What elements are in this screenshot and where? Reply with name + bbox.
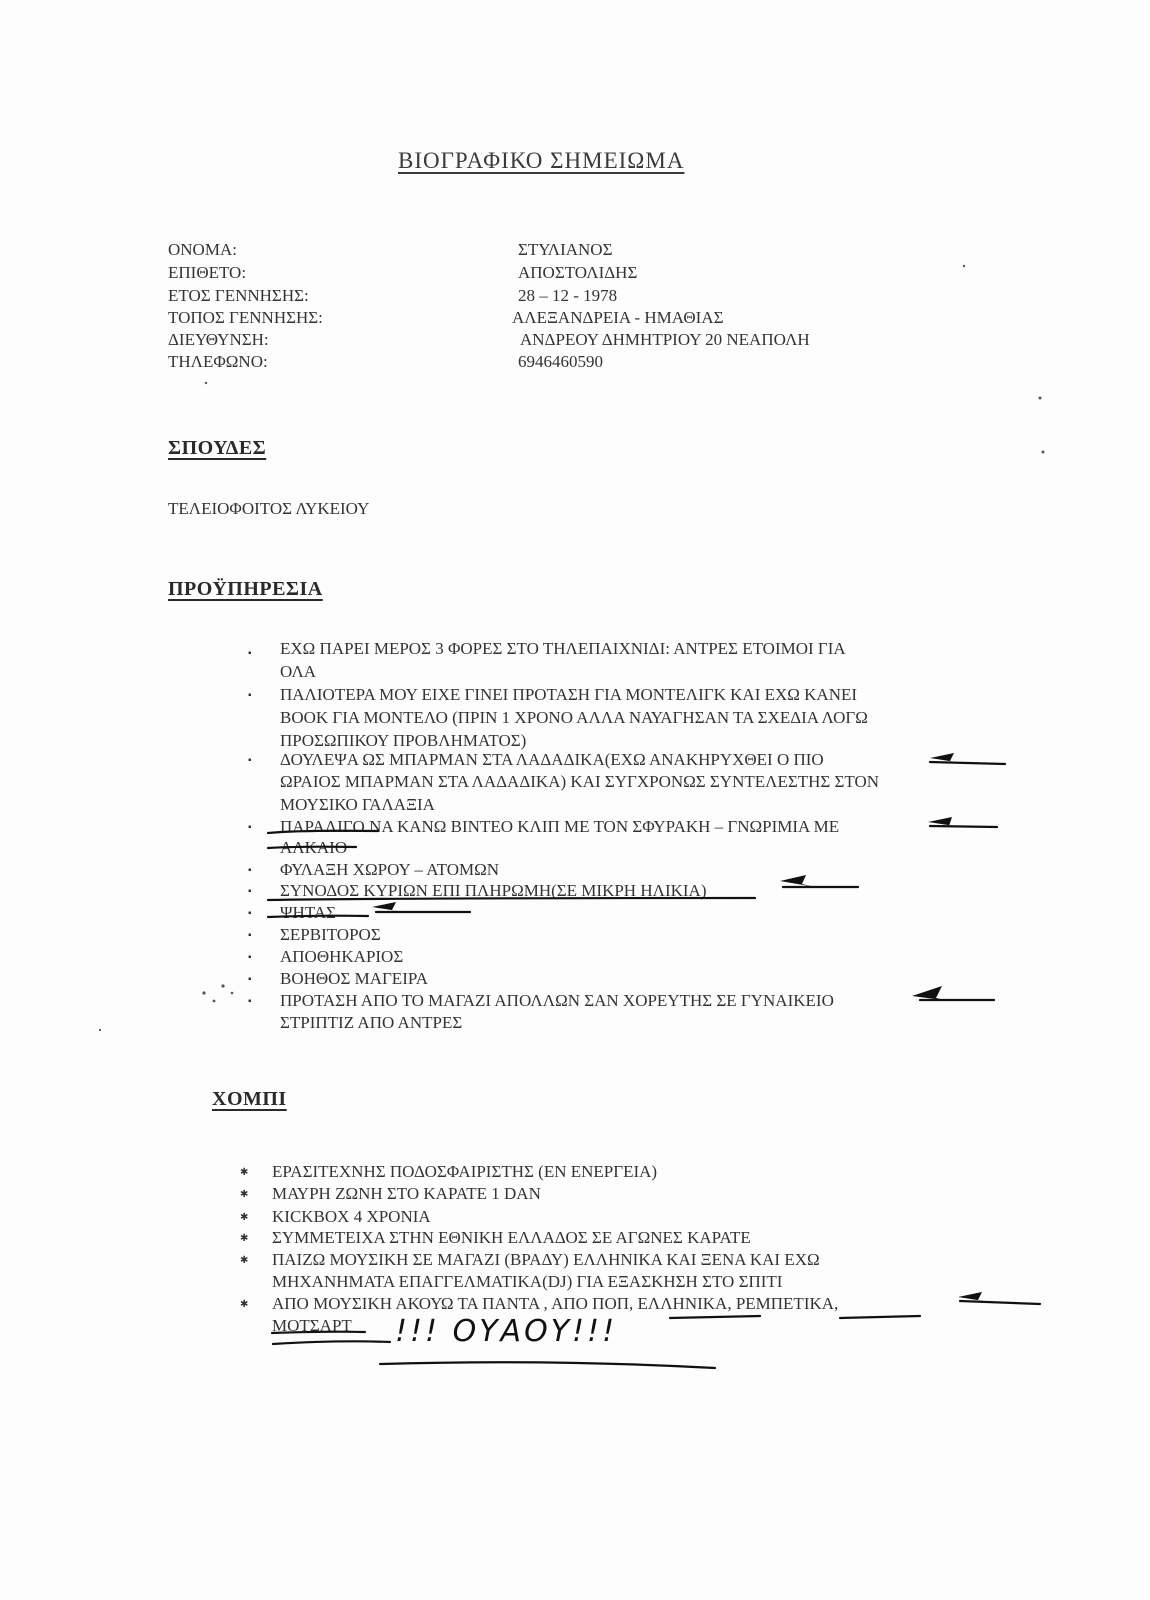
info-value: ΑΝΔΡΕΟΥ ΔΗΜΗΤΡΙΟΥ 20 ΝΕΑΠΟΛΗ xyxy=(520,330,810,349)
hobby-item-line: KICKBOX 4 ΧΡΟΝΙΑ xyxy=(272,1207,431,1226)
bullet-icon: ▪ xyxy=(248,648,252,659)
bullet-icon: ✱ xyxy=(240,1255,249,1266)
info-value: ΣΤΥΛΙΑΝΟΣ xyxy=(518,240,613,259)
experience-item-line: ΟΛΑ xyxy=(280,662,317,681)
experience-item-line: BOOK ΓΙΑ ΜΟΝΤΕΛΟ (ΠΡΙΝ 1 ΧΡΟΝΟ ΑΛΛΑ ΝΑΥΑΓΗΣΑΝ ΤΑ ΣΧΕΔΙΑ ΛΟΓΩ xyxy=(280,708,868,727)
studies-heading: ΣΠΟΥΔΕΣ xyxy=(168,437,267,459)
bullet-icon: ▪ xyxy=(248,952,252,963)
experience-heading: ΠΡΟΫΠΗΡΕΣΙΑ xyxy=(168,578,323,600)
bullet-icon: ✱ xyxy=(240,1212,249,1223)
hobby-item-line: ΕΡΑΣΙΤΕΧΝΗΣ ΠΟΔΟΣΦΑΙΡΙΣΤΗΣ (ΕΝ ΕΝΕΡΓΕΙΑ) xyxy=(272,1162,658,1181)
experience-item-line: ΑΛΚΑΙΟ xyxy=(280,838,348,857)
hobby-item-line: ΑΠΟ ΜΟΥΣΙΚΗ ΑΚΟΥΩ ΤΑ ΠΑΝΤΑ , ΑΠΟ ΠΟΠ, ΕΛΛΗΝΙΚΑ, ΡΕΜΠΕΤΙΚΑ, xyxy=(272,1294,839,1313)
info-value: 6946460590 xyxy=(518,352,603,371)
info-label: ΔΙΕΥΘΥΝΣΗ: xyxy=(168,330,269,349)
info-label: ΕΤΟΣ ΓΕΝΝΗΣΗΣ: xyxy=(168,286,309,305)
bullet-icon: ▪ xyxy=(248,974,252,985)
experience-item-line: ΣΤΡΙΠΤΙΖ ΑΠΟ ΑΝΤΡΕΣ xyxy=(280,1013,463,1032)
bullet-icon: ▪ xyxy=(248,755,252,766)
experience-item-line: ΔΟΥΛΕΨΑ ΩΣ ΜΠΑΡΜΑΝ ΣΤΑ ΛΑΔΑΔΙΚΑ(ΕΧΩ ΑΝΑΚΗΡΥΧΘΕΙ Ο ΠΙΟ xyxy=(280,750,824,769)
bullet-icon: ✱ xyxy=(240,1189,249,1200)
hobby-item-line: ΜΗΧΑΝΗΜΑΤΑ ΕΠΑΓΓΕΛΜΑΤΙΚΑ(DJ) ΓΙΑ ΕΞΑΣΚΗΣΗ ΣΤΟ ΣΠΙΤΙ xyxy=(272,1272,783,1291)
bullet-icon: ▪ xyxy=(248,908,252,919)
bullet-icon: ▪ xyxy=(248,996,252,1007)
info-value: 28 – 12 - 1978 xyxy=(518,286,618,305)
experience-item-line: ΑΠΟΘΗΚΑΡΙΟΣ xyxy=(280,947,404,966)
bullet-icon: ▪ xyxy=(248,865,252,876)
hobbies-heading: ΧΟΜΠΙ xyxy=(212,1088,287,1110)
experience-item-line: ΒΟΗΘΟΣ ΜΑΓΕΙΡΑ xyxy=(280,969,429,988)
hobby-item-line: ΜΑΥΡΗ ΖΩΝΗ ΣΤΟ ΚΑΡΑΤΕ 1 DAN xyxy=(272,1184,541,1203)
experience-item-line: ΠΑΡΑΛΙΓΟ ΝΑ ΚΑΝΩ ΒΙΝΤΕΟ ΚΛΙΠ ΜΕ ΤΟΝ ΣΦΥΡΑΚΗ – ΓΝΩΡΙΜΙΑ ΜΕ xyxy=(280,817,840,836)
bullet-icon: ▪ xyxy=(248,886,252,897)
hobby-item-line: ΜΟΤΣΑΡΤ xyxy=(272,1316,352,1335)
experience-item-line: ΠΑΛΙΟΤΕΡΑ ΜΟΥ ΕΙΧΕ ΓΙΝΕΙ ΠΡΟΤΑΣΗ ΓΙΑ ΜΟΝΤΕΛΙΓΚ ΚΑΙ ΕΧΩ ΚΑΝΕΙ xyxy=(280,685,858,704)
experience-item-line: ΕΧΩ ΠΑΡΕΙ ΜΕΡΟΣ 3 ΦΟΡΕΣ ΣΤΟ ΤΗΛΕΠΑΙΧΝΙΔΙ: ΑΝΤΡΕΣ ΕΤΟΙΜΟΙ ΓΙΑ xyxy=(280,639,846,658)
bullet-icon: ✱ xyxy=(240,1167,249,1178)
info-label: ΤΟΠΟΣ ΓΕΝΝΗΣΗΣ: xyxy=(168,308,323,327)
experience-item-line: ΨΗΤΑΣ xyxy=(280,903,337,922)
document-title: ΒΙΟΓΡΑΦΙΚΟ ΣΗΜΕΙΩΜΑ xyxy=(398,148,685,173)
hobby-item-line: ΠΑΙΖΩ ΜΟΥΣΙΚΗ ΣΕ ΜΑΓΑΖΙ (ΒΡΑΔΥ) ΕΛΛΗΝΙΚΑ ΚΑΙ ΞΕΝΑ ΚΑΙ ΕΧΩ xyxy=(272,1250,820,1269)
experience-item-line: ΣΕΡΒΙΤΟΡΟΣ xyxy=(280,925,381,944)
experience-item-line: ΩΡΑΙΟΣ ΜΠΑΡΜΑΝ ΣΤΑ ΛΑΔΑΔΙΚΑ) ΚΑΙ ΣΥΓΧΡΟΝΩΣ ΣΥΝΤΕΛΕΣΤΗΣ ΣΤΟΝ xyxy=(280,772,880,791)
experience-item-line: ΦΥΛΑΞΗ ΧΩΡΟΥ – ΑΤΟΜΩΝ xyxy=(280,860,499,879)
info-value: ΑΠΟΣΤΟΛΙΔΗΣ xyxy=(518,263,638,282)
bullet-icon: ▪ xyxy=(248,930,252,941)
hobby-item-line: ΣΥΜΜΕΤΕΙΧΑ ΣΤΗΝ ΕΘΝΙΚΗ ΕΛΛΑΔΟΣ ΣΕ ΑΓΩΝΕΣ ΚΑΡΑΤΕ xyxy=(272,1228,751,1247)
bullet-icon: ✱ xyxy=(240,1233,249,1244)
studies-text: ΤΕΛΕΙΟΦΟΙΤΟΣ ΛΥΚΕΙΟΥ xyxy=(168,499,370,518)
experience-item-line: ΠΡΟΤΑΣΗ ΑΠΟ ΤΟ ΜΑΓΑΖΙ ΑΠΟΛΛΩΝ ΣΑΝ ΧΟΡΕΥΤΗΣ ΣΕ ΓΥΝΑΙΚΕΙΟ xyxy=(280,991,834,1010)
info-label: ΟΝΟΜΑ: xyxy=(168,240,237,259)
experience-item-line: ΣΥΝΟΔΟΣ ΚΥΡΙΩΝ ΕΠΙ ΠΛΗΡΩΜΗ(ΣΕ ΜΙΚΡΗ ΗΛΙΚΙΑ) xyxy=(280,881,707,900)
handwritten-note: !!! ΟΥΑΟΥ!!! xyxy=(395,1314,618,1349)
bullet-icon: ▪ xyxy=(248,822,252,833)
experience-item-line: ΜΟΥΣΙΚΟ ΓΑΛΑΞΙΑ xyxy=(280,795,435,814)
bullet-icon: ✱ xyxy=(240,1299,249,1310)
experience-item-line: ΠΡΟΣΩΠΙΚΟΥ ΠΡΟΒΛΗΜΑΤΟΣ) xyxy=(280,731,527,750)
info-label: ΤΗΛΕΦΩΝΟ: xyxy=(168,352,268,371)
info-label: ΕΠΙΘΕΤΟ: xyxy=(168,263,247,282)
info-value: ΑΛΕΞΑΝΔΡΕΙΑ - ΗΜΑΘΙΑΣ xyxy=(512,308,724,327)
bullet-icon: ▪ xyxy=(248,690,252,701)
